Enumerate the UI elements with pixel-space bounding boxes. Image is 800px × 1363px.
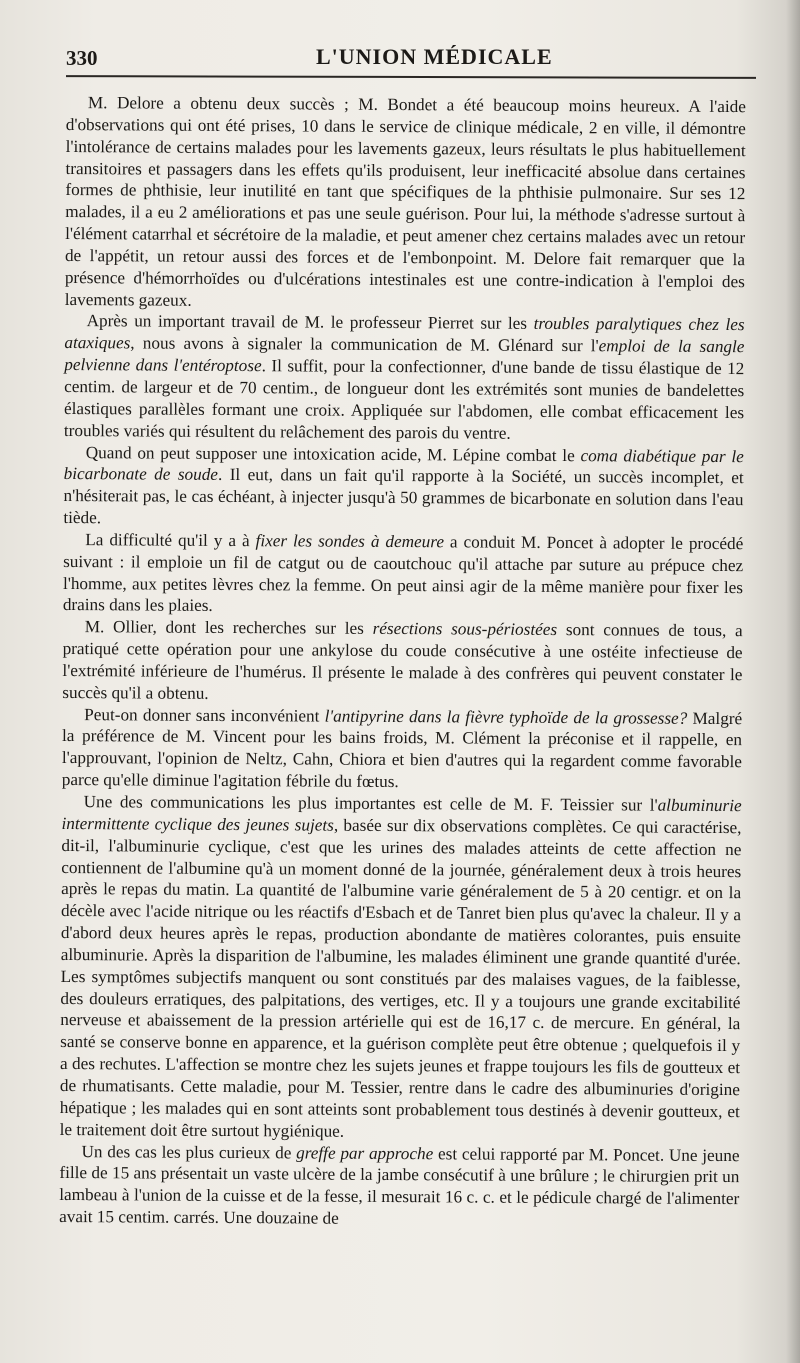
paragraph: [60, 791, 742, 1145]
italic-phrase: troubles paralytiques chez les ataxiques: [64, 314, 745, 353]
paragraph: [59, 1140, 740, 1232]
text-run: sont connues de tous, a pratiqué cette opération pour une ankylose du coude consécutive à une ostéite infectieuse de l'extrémité inférieure de l'humérus. Il présente le malade à des confrères qui peuvent constater le succès qu'il a obtenu.: [62, 620, 743, 703]
page-header: [66, 38, 746, 78]
text-run: . Il eut, dans un fait qu'il rapporte à la Société, un succès incomplet, et n'hésiterait pas, le cas échéant, à injecter jusqu'à 50 grammes de bicarbonate en solution dans l'eau tiède.: [63, 465, 744, 528]
text-run: M. Delore a obtenu deux succès ; M. Bondet a été beaucoup moins heureux. A l'aide d'observations qui ont été prises, 10 dans le service de clinique médicale, 2 en ville, il démontre l'intolérance de certains malades pour les lavements gazeux, leurs résultats le plus habituellement transitoires et passagers dans les effets qu'ils produisent, leur inefficacité absolue dans certaines formes de phthisie, leur inutilité en tant que spécifiques de la phthisie pulmonaire. Sur ses 12 malades, il a eu 2 améliorations et pas une seule guérison. Pour lui, la méthode s'adresse surtout à l'élément catarrhal et sécrétoire de la maladie, et peut amener chez certains malades avec un retour de l'appétit, un retour aussi des forces et de l'embonpoint. M. Delore fait remarquer que la présence d'hémorrhoïdes ou d'ulcérations intestinales est une contre-indication à l'emploi des lavements gazeux.: [64, 93, 746, 310]
text-run: . Il suffit, pour la confectionner, d'une bande de tissu élastique de 12 centim. de largeur et de 70 centim., de longueur dont les extrémités sont munies de bandelettes élastiques parallèles formant une croix. Appliquée sur l'abdomen, elle combat efficacement les troubles variés qui résultent du relâchement des parois du ventre.: [63, 356, 745, 443]
page-number: 330: [66, 46, 98, 70]
running-title: L'UNION MÉDICALE: [316, 44, 553, 69]
text-run: M. Ollier, dont les recherches sur les: [84, 617, 373, 639]
page-edge-shadow: [786, 0, 800, 1363]
text-run: Un des cas les plus curieux de: [81, 1141, 297, 1162]
text-run: a conduit M. Poncet à adopter le procédé suivant : il emploie un fil de catgut ou de caoutchouc qu'il attache par suture au prépuce chez l'homme, aux petites lèvres chez la femme. On peut ainsi agir de la même manière pour fixer les drains dans les plaies.: [62, 532, 744, 616]
italic-phrase: albuminurie intermittente cyclique des jeunes sujets: [61, 795, 742, 835]
text-run: Malgré la préférence de M. Vincent pour les bains froids, M. Clément la préconise et il rappelle, en l'approuvant, l'opinion de Neltz, Cahn, Chiora et bien d'autres qui la regardent comme favorable parce qu'elle diminue l'agitation fébrile du fœtus.: [61, 708, 743, 792]
text-run: , nous avons à signaler la communication de M. Glénard sur l': [130, 333, 599, 356]
paragraph: [62, 704, 743, 796]
italic-phrase: résections sous-périostées: [372, 619, 558, 640]
italic-phrase: emploi de la sangle pelvienne dans l'entéroptose: [64, 336, 745, 376]
text-run: La difficulté qu'il y a à: [85, 530, 256, 551]
text-run: Peut-on donner sans inconvénient: [84, 704, 325, 726]
text-run: est celui rapporté par M. Poncet. Une jeune fille de 15 ans présentait un vaste ulcère de la jambe consécutif à une brûlure ; le chirurgien prit un lambeau à l'union de la cuisse et de la fesse, il mesurait 16 c. c. et le pédicule chargé de l'alimenter avait 15 centim. carrés. Une douzaine de: [59, 1143, 740, 1228]
article-body: [59, 92, 746, 1232]
paragraph: [65, 92, 746, 315]
text-run: Après un important travail de M. le professeur Pierret sur les: [86, 311, 534, 334]
paragraph: [64, 310, 745, 445]
header-rule: [66, 75, 756, 79]
paragraph: [63, 529, 744, 621]
text-run: Quand on peut supposer une intoxication acide, M. Lépine combat le: [85, 442, 581, 465]
italic-phrase: coma diabétique par le bicarbonate de soude: [63, 445, 744, 485]
italic-phrase: greffe par approche: [296, 1142, 434, 1163]
paragraph: [63, 441, 744, 533]
italic-phrase: l'antipyrine dans la fièvre typhoïde de la grossesse?: [324, 706, 688, 728]
text-run: , basée sur dix observations complètes. Ce qui caractérise, dit-il, l'albuminurie cyclique, c'est que les urines des malades atteints de cette affection ne contiennent de l'albumine qu'à un moment donné de la journée, généralement deux à trois heures après le repas du matin. La quantité de l'albumine varie généralement de 5 à 20 centigr. et on la décèle avec l'acide nitrique ou les réactifs d'Esbach et de Tanret bien plus qu'avec la chaleur. Il y a d'abord deux heures après le repas, production abondante de matières colorantes, puis ensuite albuminurie. Après la disparition de l'albumine, les malades éliminent une grande quantité d'urée. Les symptômes subjectifs manquent ou sont constitués par des malaises vagues, de la faiblesse, des douleurs erratiques, des palpitations, des vertiges, etc. Il y a toujours une grande excitabilité nerveuse et abaissement de la pression artérielle qui est de 16,17 c. de mercure. En général, la santé se conserve bonne en apparence, et la guérison complète peut être obtenue ; quelquefois il y a des rechutes. L'affection se montre chez les sujets jeunes et frappe toujours les fils de goutteux et de rhumatisants. Cette maladie, pour M. Tessier, rentre dans le cadre des albuminuries d'origine hépatique ; les malades qui en sont atteints sont probablement tous destinés à devenir goutteux, et le traitement doit être surtout hygiénique.: [59, 815, 742, 1141]
italic-phrase: fixer les sondes à demeure: [255, 531, 445, 552]
text-run: Une des communications les plus importantes est celle de M. F. Teissier sur l': [83, 792, 658, 815]
paragraph: [62, 616, 743, 708]
